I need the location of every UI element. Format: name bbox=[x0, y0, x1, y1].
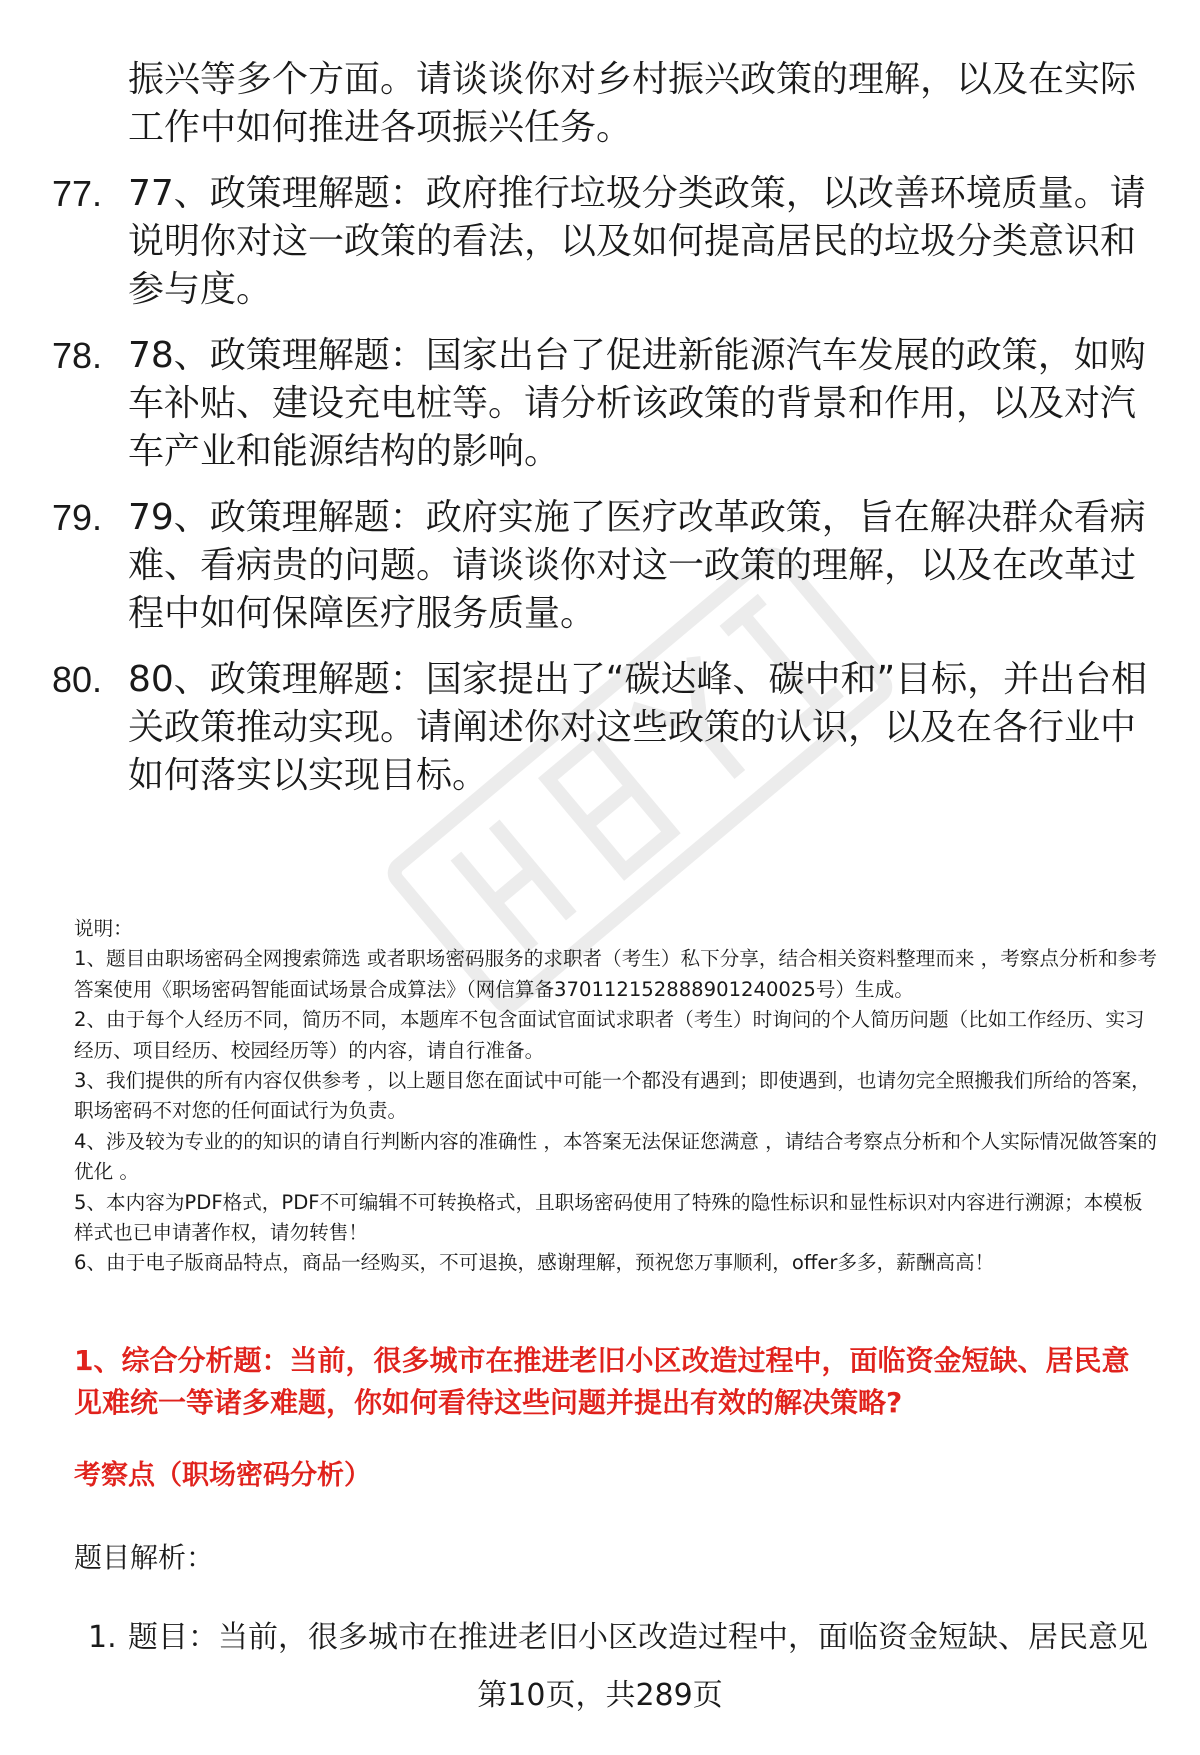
note-item: 1、题目由职场密码全网搜索筛选 或者职场密码服务的求职者（考生）私下分享，结合相关资料整理而来 ，考察点分析和参考答案使用《职场密码智能面试场景合成算法》（网信算备370112152888901240025号）生成。 bbox=[74, 947, 1157, 1001]
note-item: 2、由于每个人经历不同，简历不同，本题库不包含面试官面试求职者（考生）时询问的个人简历问题（比如工作经历、实习经历、项目经历、校园经历等）的内容，请自行准备。 bbox=[74, 1008, 1145, 1062]
note-item: 5、本内容为PDF格式，PDF不可编辑不可转换格式，且职场密码使用了特殊的隐性标识和显性标识对内容进行溯源；本模板样式也已申请著作权，请勿转售！ bbox=[74, 1190, 1143, 1245]
question-text: 80、政策理解题：国家提出了“碳达峰、碳中和”目标，并出台相关政策推动实现。请阐述你对这些政策的认识，以及在各行业中如何落实以实现目标。 bbox=[128, 659, 1148, 796]
question-text: 77、政策理解题：政府推行垃圾分类政策，以改善环境质量。请说明你对这一政策的看法，以及如何提高居民的垃圾分类意识和参与度。 bbox=[128, 173, 1146, 310]
question-number: 78. bbox=[52, 335, 103, 376]
question-number: 77. bbox=[52, 173, 103, 214]
page-number: 第10页，共289页 bbox=[477, 1678, 723, 1713]
analysis-question-title: 1、综合分析题：当前，很多城市在推进老旧小区改造过程中，面临资金短缺、居民意见难统一等诸多难题，你如何看待这些问题并提出有效的解决策略? bbox=[74, 1344, 1130, 1419]
list-text: 题目：当前，很多城市在推进老旧小区改造过程中，面临资金短缺、居民意见 bbox=[128, 1620, 1148, 1655]
exam-point-heading: 考察点（职场密码分析） bbox=[74, 1460, 371, 1491]
question-item bbox=[0, 494, 1200, 644]
question-item bbox=[0, 656, 1200, 806]
list-number: 1. bbox=[88, 1620, 117, 1655]
note-item: 6、由于电子版商品特点，商品一经购买，不可退换，感谢理解，预祝您万事顺利，offer多多，薪酬高高！ bbox=[74, 1251, 995, 1275]
continued-question-text: 振兴等多个方面。请谈谈你对乡村振兴政策的理解，以及在实际工作中如何推进各项振兴任务。 bbox=[128, 59, 1137, 148]
question-number: 79. bbox=[52, 497, 103, 538]
analysis-subheading: 题目解析： bbox=[74, 1541, 215, 1574]
notes-title: 说明： bbox=[74, 917, 133, 940]
question-text: 79、政策理解题：政府实施了医疗改革政策，旨在解决群众看病难、看病贵的问题。请谈谈你对这一政策的理解，以及在改革过程中如何保障医疗服务质量。 bbox=[128, 497, 1146, 634]
question-text: 78、政策理解题：国家出台了促进新能源汽车发展的政策，如购车补贴、建设充电桩等。请分析该政策的背景和作用，以及对汽车产业和能源结构的影响。 bbox=[128, 335, 1146, 472]
note-item: 3、我们提供的所有内容仅供参考 ，以上题目您在面试中可能一个都没有遇到；即使遇到，也请勿完全照搬我们所给的答案，职场密码不对您的任何面试行为负责。 bbox=[74, 1069, 1151, 1123]
notes-section bbox=[74, 914, 1160, 1279]
note-item: 4、涉及较为专业的的知识的请自行判断内容的准确性 ，本答案无法保证您满意 ，请结合考察点分析和个人实际情况做答案的优化 。 bbox=[74, 1129, 1157, 1184]
list-item bbox=[0, 1616, 1200, 1664]
question-item bbox=[0, 170, 1200, 320]
question-number: 80. bbox=[52, 659, 103, 700]
question-item bbox=[0, 332, 1200, 482]
